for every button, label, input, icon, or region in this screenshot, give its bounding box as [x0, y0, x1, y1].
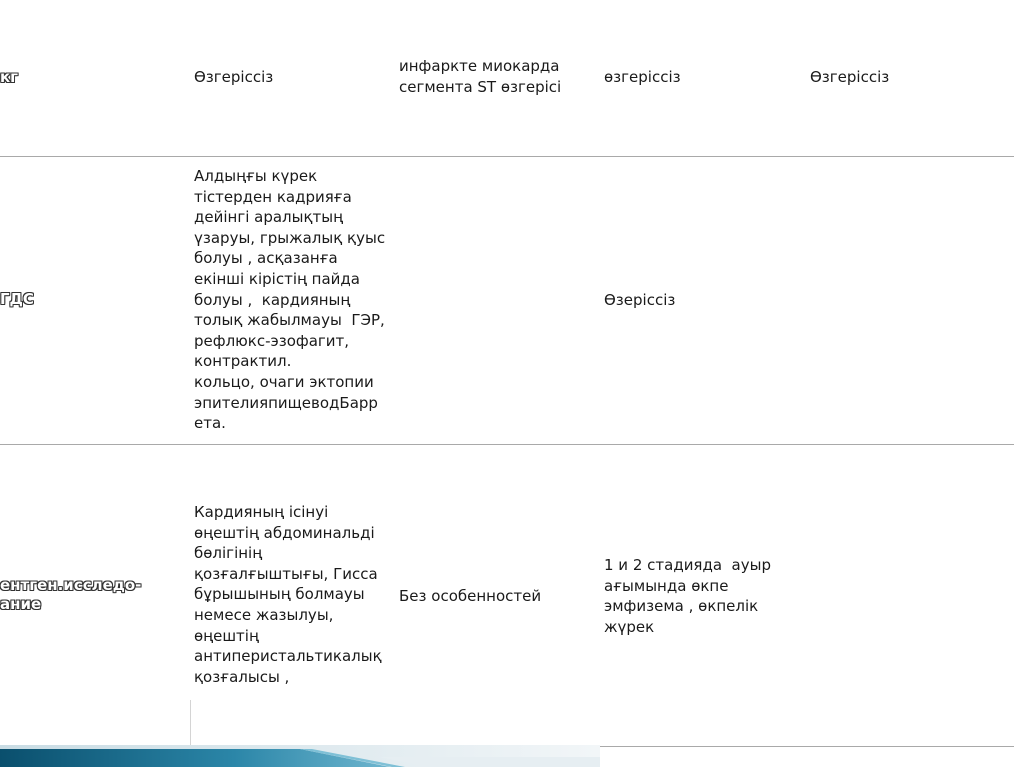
- cell-xray-col3: 1 и 2 стадияда ауыр ағымында өкпе эмфизема , өкпелік жүрек: [604, 556, 771, 636]
- row-divider-1: [0, 156, 1014, 157]
- cell-ekg-col4: Өзгеріссіз: [810, 68, 890, 86]
- cell-xray-col2: Без особенностей: [399, 587, 542, 605]
- cell-gds-col3: Өзеріссіз: [604, 291, 676, 309]
- row-label-ekg: кг: [0, 68, 19, 86]
- cell-ekg-col1: Өзгеріссіз: [194, 68, 274, 86]
- column-divider: [190, 700, 191, 746]
- row-label-xray: ентген.исследо- ание: [0, 576, 142, 613]
- cell-ekg-col3: өзгеріссіз: [604, 68, 681, 86]
- cell-gds-col1: Алдыңғы күрек тістерден кадрияға дейінгі аралықтың үзаруы, грыжалық қуыс болуы , асқазанға екінші кірістің пайда болуы , кардияның толық жабылмауы ГЭР, рефлюкс-эзофагит, контрактил. кольцо, очаги эктопии эпителияпищеводБарр ета.: [194, 167, 386, 433]
- row-divider-2: [0, 444, 1014, 445]
- cell-ekg-col2: инфаркте миокарда сегмента ST өзгерісі: [399, 57, 562, 96]
- cell-xray-col1: Кардияның ісінуі өңештің абдоминальді бөлігінің қозғалғыштығы, Гисса бұрышының болмауы немесе жазылуы, өңештің антиперистальтикалық қозғалысы ,: [194, 503, 382, 686]
- row-label-gds: ГДС: [0, 290, 34, 308]
- footer-decoration: [0, 745, 1024, 767]
